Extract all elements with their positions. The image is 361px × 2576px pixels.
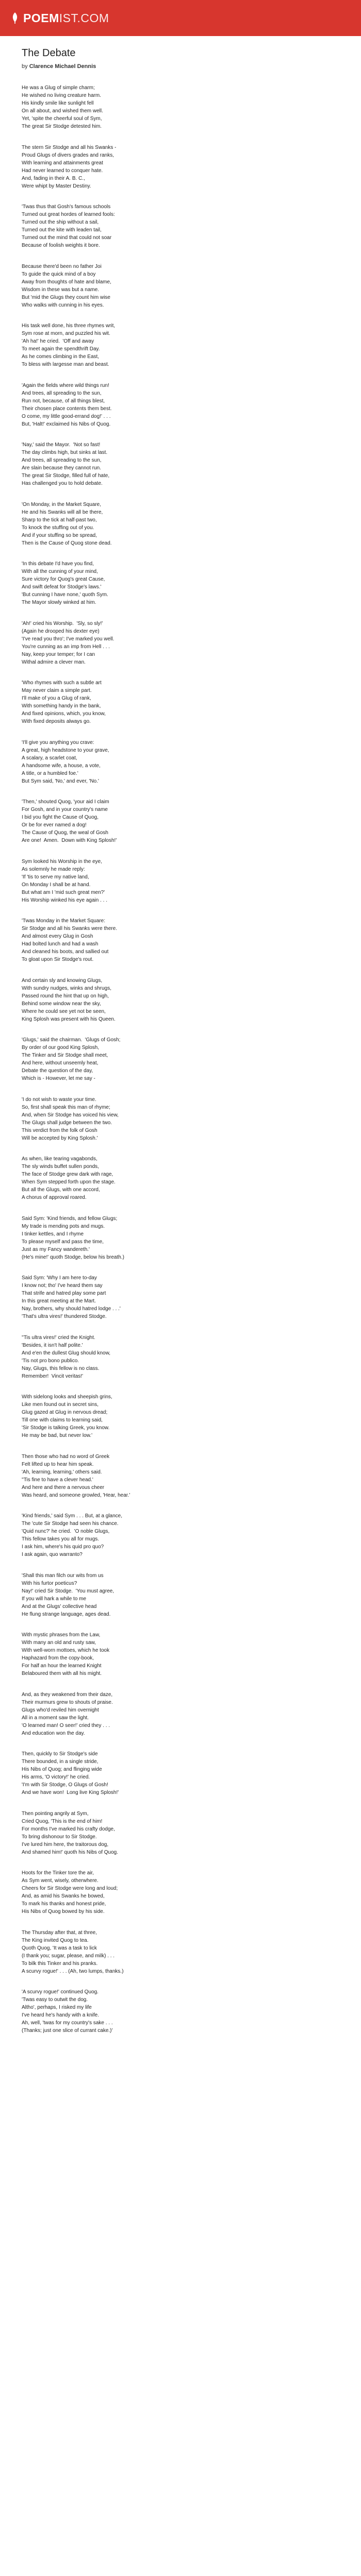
poem-line: With well-worn mottoes, which he took — [22, 1648, 110, 1653]
poem-line: Cried Quog, 'This is the end of him! — [22, 1818, 103, 1824]
poem-line: As when, like tearing vagabonds, — [22, 1156, 97, 1162]
stanza — [22, 382, 346, 428]
poem-line: The Cause of Quog, the weal of Gosh — [22, 830, 108, 836]
poem-line: Ah, well, 'twas for my country's sake . . . — [22, 2020, 113, 2026]
poem-line: To guide the quick mind of a boy — [22, 271, 96, 277]
poem-line: Debate the question of the day, — [22, 1068, 93, 1074]
poem-line: And almost every Glug in Gosh — [22, 934, 93, 939]
poem-line: Was heard, and someone growled, 'Hear, hear.' — [22, 1492, 130, 1498]
stanza — [22, 1869, 346, 1916]
stanza — [22, 1572, 346, 1618]
poem-line: 'I'm with Sir Stodge, O Glugs of Gosh! — [22, 1782, 108, 1788]
stanza — [22, 1929, 346, 1975]
poem-line: His Nibs of Quog; and flinging wide — [22, 1767, 102, 1772]
poem-line: Turned out the mind that could not soar — [22, 235, 112, 241]
poem-line: Glug gazed at Glug in nervous dread; — [22, 1410, 108, 1415]
logo-text: POEMIST.COM — [23, 11, 109, 25]
poem-line: When Sym stepped forth upon the stage. — [22, 1179, 116, 1185]
stanza — [22, 441, 346, 487]
poem-line: 'Then,' shouted Quog, 'your aid I claim — [22, 799, 109, 805]
poem-line: But, 'Halt!' exclaimed his Nibs of Quog. — [22, 421, 111, 427]
poem-line: I've lured him here, the traitorous dog, — [22, 1841, 109, 1848]
poem-line: I'll make of you a Glug of rank, — [22, 696, 91, 701]
poem-line: 'On Monday, in the Market Square, — [22, 501, 102, 507]
poem-line: But 'mid the Glugs they count him wise — [22, 294, 110, 300]
poem-line: But all the Glugs, with one accord, — [22, 1187, 100, 1193]
stanza — [22, 1393, 346, 1439]
poem-line: 'Ah!' cried his Worship. 'Sly, so sly!' — [22, 620, 103, 626]
poem-line: 'I do not wish to waste your time. — [22, 1096, 96, 1103]
stanza — [22, 1096, 346, 1142]
poem-line: My trade is mending pots and mugs. — [22, 1223, 105, 1229]
poem-line: To knock the stuffing out of you. — [22, 524, 94, 531]
poem-line: I've heard he's handy with a knife. — [22, 2012, 100, 2018]
poem-line: As Sym went, wisely, otherwhere. — [22, 1878, 99, 1884]
poem-line: I know not; tho' I've heard them say — [22, 1283, 103, 1289]
poem-line: Altho', perhaps, I risked my life — [22, 2005, 92, 2010]
poem-line: With sidelong looks and sheepish grins, — [22, 1394, 112, 1400]
poem-line: And trees, all spreading to the sun, — [22, 390, 102, 396]
poem-line: For half an hour the learned Knight — [22, 1663, 102, 1669]
poem-line: The Thursday after that, at three, — [22, 1929, 97, 1936]
stanza — [22, 1750, 346, 1797]
poem-line: The face of Stodge grew dark with rage, — [22, 1172, 113, 1177]
poem-line: With sundry nudges, winks and shrugs, — [22, 985, 111, 991]
poem-body — [22, 84, 346, 2035]
poem-line: With his furtor poeticus? — [22, 1580, 77, 1586]
poem-line: To bring dishonour to Sir Stodge. — [22, 1834, 97, 1840]
poem-line: Because there'd been no father Joi — [22, 263, 102, 269]
poem-line: So, first shall speak this man of rhyme; — [22, 1104, 110, 1110]
poem-line: ''Tis ultra vires!' cried the Knight. — [22, 1334, 95, 1341]
poem-line: 'Ah, learning, learning,' others said. — [22, 1469, 102, 1475]
stanza — [22, 560, 346, 606]
poem-line: On Monday I shall be at hand. — [22, 882, 91, 888]
poem-line: Haphazard from the copy-book, — [22, 1655, 94, 1661]
poem-line: And, as they weakened from their daze, — [22, 1691, 113, 1698]
poem-line: With mystic phrases from the Law, — [22, 1632, 101, 1638]
poem-line: For months I've marked his crafty dodge, — [22, 1826, 115, 1832]
poem-line: 'O learned man! O seer!' cried they . . . — [22, 1722, 110, 1728]
poem-line: 'Who rhymes with such a subtle art — [22, 680, 102, 686]
poem-line: And we have won! Long live King Splosh!' — [22, 1790, 119, 1795]
poem-line: To mark his thanks and honest pride, — [22, 1901, 106, 1907]
stanza — [22, 917, 346, 963]
poem-line: Which is - However, let me say - — [22, 1076, 95, 1081]
poem-line: His kindly smile like sunlight fell — [22, 100, 94, 106]
poem-line: May never claim a simple part. — [22, 688, 92, 693]
poem-line: This verdict from the folk of Gosh — [22, 1127, 97, 1133]
poem-line: 'In this debate I'd have you find, — [22, 561, 94, 567]
poem-line: 'I'll give you anything you crave: — [22, 739, 94, 745]
poem-line: Had bolted lunch and had a wash — [22, 941, 99, 947]
poem-line: A great, high headstone to your grave, — [22, 747, 109, 753]
poem-line: And here and there a nervous cheer — [22, 1484, 105, 1490]
poem-line: 'Shall this man filch our wits from us — [22, 1572, 104, 1579]
stanza — [22, 739, 346, 785]
poem-line: 'Besides, it isn't half polite.' — [22, 1342, 83, 1348]
poem-line: I ask him, where's his quid pro quo? — [22, 1544, 104, 1550]
poem-line: 'Twas Monday in the Market Square: — [22, 918, 105, 924]
poem-line: 'Nay,' said the Mayor. 'Not so fast! — [22, 442, 101, 448]
stanza — [22, 322, 346, 368]
poem-line: Belaboured them with all his might. — [22, 1671, 102, 1676]
poem-line: I tinker kettles, and I rhyme — [22, 1231, 84, 1237]
author-link[interactable]: Clarence Michael Dennis — [29, 63, 96, 70]
poem-line: Behind some window near the sky, — [22, 1001, 101, 1007]
poem-line: Remember! Vincit veritas!' — [22, 1373, 83, 1379]
poem-line: With something handy in the bank, — [22, 703, 101, 709]
poem-line: With many an old and rusty saw, — [22, 1640, 96, 1646]
poem-line: As he comes climbing in the East, — [22, 354, 100, 360]
poem-line: Because of foolish weights it bore. — [22, 243, 100, 248]
poem-line: Then pointing angrily at Sym, — [22, 1810, 89, 1817]
poem-line: To bilk this Tinker and his pranks. — [22, 1960, 98, 1967]
poem-line: Nay, keep your temper; for I can — [22, 651, 95, 657]
poem-line: Said Sym: 'Kind friends, and fellow Glugs; — [22, 1215, 118, 1222]
site-logo[interactable] — [11, 11, 109, 25]
stanza — [22, 84, 346, 130]
stanza — [22, 1274, 346, 1320]
poem-line: Where he could see yet not be seen, — [22, 1008, 106, 1014]
poem-line: By order of our good King Splosh, — [22, 1045, 100, 1050]
poem-title: The Debate — [22, 47, 76, 59]
site-header — [0, 0, 361, 36]
stanza — [22, 1988, 346, 2035]
poem-line: And at the Glugs' collective head — [22, 1603, 97, 1609]
stanza — [22, 858, 346, 904]
poem-line: He may be bad, but never low.' — [22, 1433, 92, 1438]
poem-line: Nay!' cried Sir Stodge. 'You must agree, — [22, 1588, 114, 1594]
poem-line: 'Twas thus that Gosh's famous schools — [22, 204, 111, 210]
poem-line: With fixed deposits always go. — [22, 719, 91, 724]
poem-line: The 'cute Sir Stodge had seen his chance. — [22, 1521, 119, 1527]
byline-prefix: by — [22, 63, 28, 70]
byline — [22, 63, 346, 70]
poem-line: 'Again the fields where wild things run! — [22, 382, 109, 388]
poem-line: Turned out the ship without a sail, — [22, 219, 99, 225]
poem-line: The Tinker and Sir Stodge shall meet, — [22, 1053, 108, 1058]
poem-line: I bid you fight the Cause of Quog, — [22, 815, 99, 820]
poem-line: He wished no living creature harm. — [22, 93, 101, 98]
poem-line: (I thank you; sugar, please, and milk) . . . — [22, 1953, 115, 1959]
poem-line: A scalary, a scarlet coat, — [22, 755, 77, 761]
poem-line: 'Sir Stodge is talking Greek, you know. — [22, 1425, 110, 1431]
poem-line: And, when Sir Stodge has voiced his view, — [22, 1112, 119, 1118]
poem-line: And cleaned his boots, and sallied out — [22, 949, 109, 955]
poem-line: And shamed him!' quoth his Nibs of Quog. — [22, 1849, 119, 1855]
stanza — [22, 679, 346, 725]
poem-line: Glugs who'd reviled him overnight — [22, 1707, 99, 1713]
poem-line: 'Quid nunc?' he cried. 'O noble Glugs, — [22, 1529, 110, 1534]
poem-line: You're cunning as an imp from Hell . . . — [22, 643, 110, 650]
poem-line: In this great meeting at the Mart. — [22, 1298, 96, 1304]
poem-line: Sure victory for Quog's great Cause, — [22, 577, 105, 582]
poem-line: Till one with claims to learning said, — [22, 1417, 103, 1423]
stanza — [22, 144, 346, 190]
stanza — [22, 501, 346, 547]
poem-line: Passed round the hint that up on high, — [22, 993, 109, 999]
poem-line: And here, without unseemly heat, — [22, 1060, 99, 1066]
poem-line: The King invited Quog to tea. — [22, 1937, 89, 1943]
poem-line: A chorus of approval roared. — [22, 1195, 87, 1200]
poem-line: His Nibs of Quog bowed by his side. — [22, 1909, 105, 1914]
poem-line: To gloat upon Sir Stodge's rout. — [22, 957, 94, 962]
poem-line: And, fading in their A. B. C., — [22, 175, 85, 181]
poem-line: With all the cunning of your mind, — [22, 569, 98, 574]
poem-line: Away from thoughts of hate and blame, — [22, 279, 111, 285]
poem-line: I ask again, quo warranto? — [22, 1552, 83, 1557]
stanza — [22, 1453, 346, 1499]
poem-line: To meet again the spendthrift Day. — [22, 346, 100, 352]
poem-line: Like men found out in secret sins, — [22, 1402, 99, 1408]
poem-line: 'Tis not pro bono publico. — [22, 1358, 79, 1364]
poem-line: And fixed opinions, which, you know, — [22, 711, 106, 717]
poem-line: To please myself and pass the time, — [22, 1239, 104, 1245]
poem-line: Nay, Glugs, this fellow is no class. — [22, 1365, 100, 1371]
poem-line: 'Glugs,' said the chairman. 'Glugs of Gosh; — [22, 1037, 121, 1043]
poem-line: Sym looked his Worship in the eye, — [22, 858, 103, 865]
poem-line: 'Kind friends,' said Sym . . . But, at a glance, — [22, 1513, 123, 1519]
poem-line: But what am I 'mid such great men?' — [22, 889, 105, 895]
poem-line: Hoots for the Tinker tore the air, — [22, 1870, 94, 1876]
poem-line: The sly winds buffet sullen ponds, — [22, 1164, 99, 1170]
poem-line: The Mayor slowly winked at him. — [22, 600, 96, 605]
poem-line: Then those who had no word of Greek — [22, 1453, 110, 1460]
poem-line: A title, or a humbled foe.' — [22, 770, 78, 776]
poem-line: His task well done, his three rhymes writ, — [22, 323, 116, 329]
poem-line: 'But cunning I have none,' quoth Sym. — [22, 592, 108, 598]
poem-line: Their murmurs grew to shouts of praise. — [22, 1699, 113, 1705]
poem-line: As solemnly he made reply: — [22, 866, 85, 872]
poem-line: Run not, because, of all things blest, — [22, 398, 105, 404]
stanza — [22, 1036, 346, 1082]
poem-line: Or be for ever named a dog! — [22, 822, 87, 828]
poem-line: Had never learned to conquer hate. — [22, 167, 103, 174]
poem-line: The great Sir Stodge detested him. — [22, 124, 102, 129]
poem-line: The great Sir Stodge, filled full of hate, — [22, 473, 110, 479]
stanza — [22, 1334, 346, 1380]
poem-line: Nay, brothers, why should hatred lodge . . .' — [22, 1306, 121, 1312]
poem-line: 'Ah ha!' he cried. 'Off and away — [22, 338, 94, 344]
stanza — [22, 1631, 346, 1677]
poem-line: Were whipt by Master Destiny. — [22, 183, 91, 189]
poem-line: Will be accepted by King Splosh.' — [22, 1135, 98, 1141]
poem-line: His arms, 'O victory!' he cried. — [22, 1774, 90, 1780]
poem-line: And if your stuffing so be spread, — [22, 532, 97, 538]
poem-line: With learning and attainments great — [22, 160, 103, 166]
poem-line: And education won the day. — [22, 1730, 85, 1736]
poem-line: Said Sym: 'Why I am here to-day — [22, 1275, 97, 1281]
poem-line: All in a moment saw the light. — [22, 1715, 89, 1721]
poem-line: Proud Glugs of divers grades and ranks, — [22, 152, 114, 158]
poem-line: Turned out great hordes of learned fools: — [22, 212, 115, 217]
poem-line: His Worship winked his eye again . . . — [22, 897, 108, 903]
poem-line: And e'en the dullest Glug should know, — [22, 1350, 111, 1356]
stanza — [22, 620, 346, 666]
stanza — [22, 263, 346, 309]
stanza — [22, 1155, 346, 1201]
poem-line: Has challenged you to hold debate. — [22, 481, 103, 486]
stanza — [22, 798, 346, 844]
poem-line: The Glugs shall judge between the two. — [22, 1120, 112, 1126]
poem-line: Then is the Cause of Quog stone dead. — [22, 540, 112, 546]
poem-line: ''Tis fine to have a clever head.' — [22, 1477, 93, 1483]
poem-line: Sir Stodge and all his Swanks were there. — [22, 926, 118, 931]
poem-line: And swift defeat for Stodge's laws.' — [22, 584, 102, 590]
poem-line: 'I've read you thro'; I've marked you well. — [22, 636, 114, 642]
poem-line: 'A scurvy rogue!' continued Quog. — [22, 1989, 99, 1995]
poem-line: Turned out the kite with leaden tail, — [22, 227, 102, 233]
poem-line: Cheers for Sir Stodge were long and loud; — [22, 1886, 118, 1891]
poem-line: (Thanks; just one slice of currant cake.)' — [22, 2028, 113, 2033]
quill-icon — [11, 12, 19, 24]
poem-line: King Splosh was present with his Queen. — [22, 1016, 116, 1022]
poem-line: He and his Swanks will all be there, — [22, 509, 103, 515]
poem-line: He was a Glug of simple charm; — [22, 85, 95, 91]
poem-line: (He's mine!' quoth Stodge, below his breath.) — [22, 1254, 124, 1260]
stanza — [22, 1810, 346, 1856]
poem-line: Their chosen place contents them best. — [22, 405, 112, 412]
poem-container — [0, 47, 361, 2048]
poem-line: But Sym said, 'No,' and ever, 'No.' — [22, 778, 99, 784]
poem-line: A scurvy rogue!' . . . (Ah, two lumps, thanks.) — [22, 1968, 124, 1974]
poem-line: And trees, all spreading to the sun, — [22, 457, 102, 463]
poem-line: And, as amid his Swanks he bowed, — [22, 1893, 105, 1899]
poem-line: A handsome wife, a house, a vote, — [22, 762, 101, 769]
poem-line: This fellow takes you all for mugs. — [22, 1536, 100, 1542]
poem-line: 'If 'tis to serve my native land, — [22, 874, 89, 880]
poem-line: He flung strange language, ages dead. — [22, 1611, 111, 1617]
poem-line: To bless with largesse man and beast. — [22, 362, 109, 367]
stanza — [22, 1512, 346, 1558]
poem-line: Are slain because they cannot run. — [22, 465, 101, 471]
poem-line: The stern Sir Stodge and all his Swanks - — [22, 144, 117, 150]
poem-line: 'That's ultra vires!' thundered Stodge. — [22, 1314, 107, 1319]
poem-line: Then, quickly to Sir Stodge's side — [22, 1751, 98, 1757]
poem-line: Are one! Amen. Down with King Splosh!' — [22, 838, 117, 843]
poem-line: If you will hark a while to me — [22, 1596, 87, 1602]
poem-line: Sym rose at morn, and puzzled his wit. — [22, 331, 110, 336]
poem-line: Withal admire a clever man. — [22, 659, 86, 665]
poem-line: Yet, 'spite the cheerful soul of Sym, — [22, 116, 102, 122]
stanza — [22, 977, 346, 1023]
poem-line: Just as my Fancy wandereth.' — [22, 1246, 90, 1252]
poem-line: And certain sly and knowing Glugs, — [22, 977, 103, 984]
poem-line: There bounded, in a single stride, — [22, 1759, 99, 1765]
poem-line: Wisdom in these was but a name. — [22, 286, 100, 293]
poem-line: For Gosh, and in your country's name — [22, 807, 108, 812]
poem-line: 'Twas easy to outwit the dog. — [22, 1997, 88, 2003]
poem-line: That strife and hatred play some part — [22, 1291, 106, 1296]
poem-line: The day climbs high, but sinks at last. — [22, 450, 108, 455]
poem-line: Sharp to the tick at half-past two, — [22, 517, 97, 523]
stanza — [22, 1691, 346, 1737]
poem-line: (Again he drooped his dexter eye) — [22, 628, 100, 634]
stanza — [22, 203, 346, 249]
poem-line: O come, my little good-errand dog!' . . . — [22, 413, 111, 419]
poem-line: On all about, and wished them well. — [22, 108, 103, 114]
poem-line: Felt lifted up to hear him speak. — [22, 1461, 94, 1467]
poem-line: Quoth Quog, 'It was a task to lick — [22, 1945, 97, 1951]
stanza — [22, 1215, 346, 1261]
poem-line: Who walks with cunning in his eyes. — [22, 302, 104, 308]
